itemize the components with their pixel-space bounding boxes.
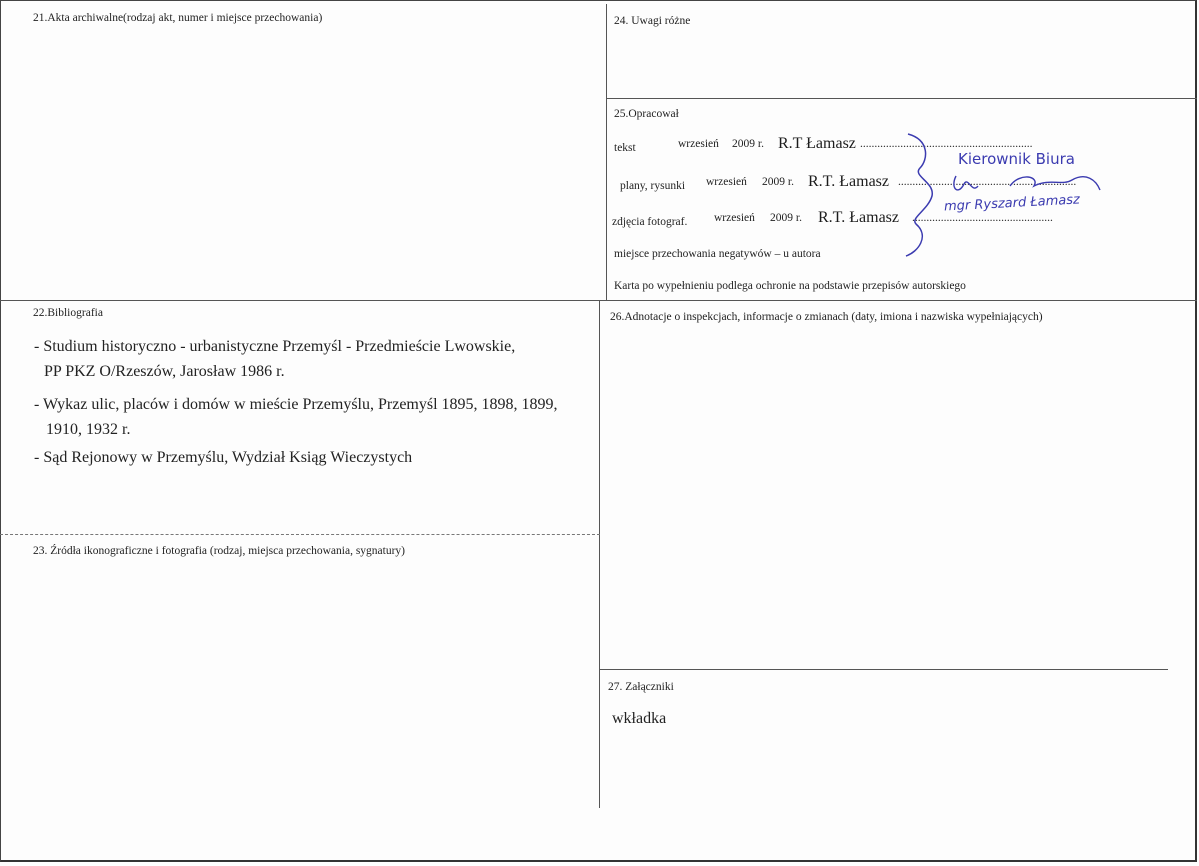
row-author: R.T Łamasz [778,135,856,152]
section-26-label: 26.Adnotacje o inspekcjach, informacje o zmianach (daty, imiona i nazwiska wypełniających) [610,311,1043,323]
row-year: 2009 r. [770,212,802,224]
row-month: wrzesień [678,138,719,150]
attachment-value: wkładka [612,710,667,727]
bibliography-item: PP PKZ O/Rzeszów, Jarosław 1986 r. [44,363,285,380]
section-24-label: 24. Uwagi różne [614,15,691,27]
row-kind: zdjęcia fotograf. [612,216,688,228]
copyright-note: Karta po wypełnieniu podlega ochronie na podstawie przepisów autorskiego [614,280,966,292]
row-kind: tekst [614,142,636,154]
stamp-name: mgr Ryszard Łamasz [943,192,1081,215]
bibliography-item: 1910, 1932 r. [46,421,131,438]
section-21-label: 21.Akta archiwalne(rodzaj akt, numer i miejsce przechowania) [33,12,323,24]
bibliography-item: - Wykaz ulic, placów i domów w mieście Przemyślu, Przemyśl 1895, 1898, 1899, [34,396,558,413]
section-27-label: 27. Załączniki [608,681,674,693]
bibliography-item: - Studium historyczno - urbanistyczne Przemyśl - Przedmieście Lwowskie, [34,338,516,355]
section-22-label: 22.Bibliografia [33,307,103,319]
stamp-title: Kierownik Biura [958,150,1075,168]
row-month: wrzesień [706,176,747,188]
row-dots: ............................................................ [860,138,1033,150]
negatives-storage: miejsce przechowania negatywów – u autora [614,248,821,260]
row-dots: .............................................................. [898,176,1077,188]
row-year: 2009 r. [762,176,794,188]
section-25-label: 25.Opracował [614,108,679,120]
row-month: wrzesień [714,212,755,224]
row-dots: ................................................. [912,212,1053,224]
section-23-label: 23. Źródła ikonograficzne i fotografia (rodzaj, miejsca przechowania, sygnatury) [33,545,405,557]
row-kind: plany, rysunki [620,180,686,192]
row-author: R.T. Łamasz [808,173,890,190]
row-author: R.T. Łamasz [818,209,900,226]
bibliography-item: - Sąd Rejonowy w Przemyślu, Wydział Ksiąg Wieczystych [34,449,413,466]
row-year: 2009 r. [732,138,764,150]
